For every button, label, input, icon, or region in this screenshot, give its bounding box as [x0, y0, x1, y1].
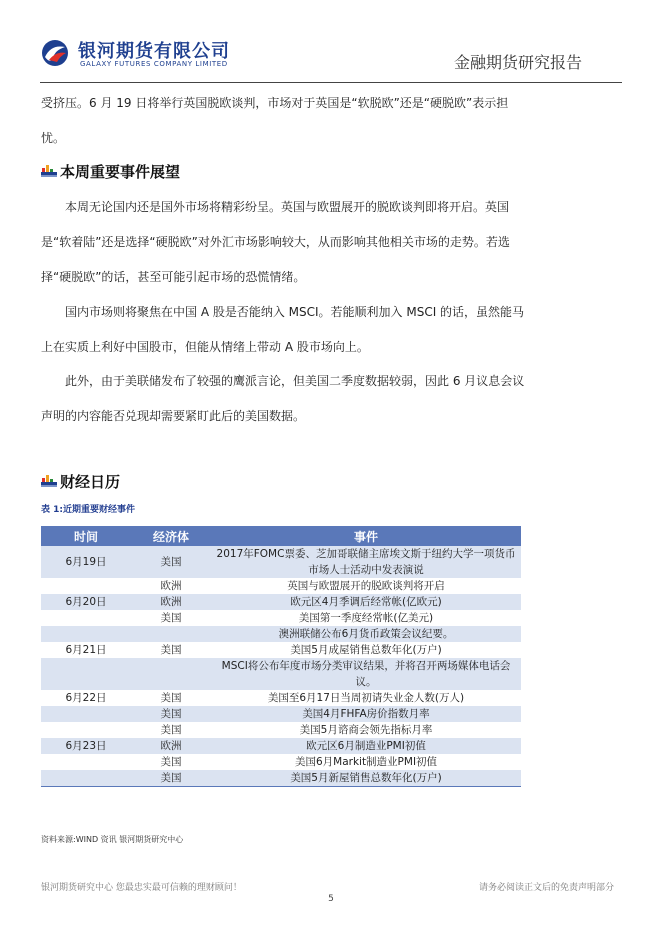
footer-slogan: 银河期货研究中心 您最忠实最可信赖的理财顾问！ — [41, 883, 242, 893]
cell-event: 澳洲联储公布6月货币政策会议纪要。 — [278, 628, 454, 640]
cell-event: 2017年FOMC票委、芝加哥联储主席埃文斯于纽约大学一项货币市场人士活动中发表演说 — [216, 548, 516, 576]
report-title: 金融期货研究报告 — [453, 53, 582, 72]
section-bullet-icon — [41, 473, 57, 489]
cell-economy — [131, 658, 211, 690]
cell-date: 6月19日 — [65, 556, 107, 568]
outlook-paragraph-2: 国内市场则将聚焦在中国 A 股是否能纳入 MSCI。若能顺利加入 MSCI 的话，虽然能马上在实质上利好中国股市，但能从情绪上带动 A 股市场向上。 — [41, 305, 525, 354]
table-row — [41, 578, 521, 594]
galaxy-logo-icon — [40, 38, 70, 68]
cell-economy — [131, 626, 211, 642]
cell-event: 欧元区6月制造业PMI初值 — [306, 740, 426, 752]
cell-economy: 美国 — [160, 692, 182, 704]
section-title-outlook: 本周重要事件展望 — [60, 162, 181, 181]
table-header-row — [41, 526, 521, 546]
table-row — [41, 658, 521, 690]
cell-date — [41, 754, 131, 770]
cell-event: 美国第一季度经常帐(亿美元) — [298, 612, 434, 624]
cell-event: 美国至6月17日当周初请失业金人数(万人) — [267, 692, 465, 704]
cell-date — [41, 658, 131, 690]
cell-date: 6月23日 — [65, 740, 107, 752]
table-row — [41, 610, 521, 626]
footer-disclaimer-note: 请务必阅读正文后的免责声明部分 — [478, 883, 614, 893]
header-divider — [40, 82, 622, 83]
outlook-paragraph-1: 本周无论国内还是国外市场将精彩纷呈。英国与欧盟展开的脱欧谈判即将开启。英国是“软着陆”还是选择“硬脱欧”对外汇市场影响较大，从而影响其他相关市场的走势。若选择“硬脱欧”的话，甚至可能引起市场的恐慌情绪。 — [41, 200, 510, 284]
cell-date — [41, 770, 131, 787]
cell-date: 6月20日 — [65, 596, 107, 608]
table-row — [41, 546, 521, 578]
section-heading-calendar — [41, 470, 120, 492]
cell-event: MSCI将公布年度市场分类审议结果，并将召开两场媒体电话会议。 — [221, 660, 511, 688]
cell-date — [41, 706, 131, 722]
cell-economy: 美国 — [160, 644, 182, 656]
cell-economy: 美国 — [131, 770, 211, 787]
page-number: 5 — [328, 894, 334, 904]
cell-event: 美国5月新屋销售总数年化(万户) — [211, 770, 521, 787]
cell-economy: 欧洲 — [160, 740, 182, 752]
cell-economy: 欧洲 — [160, 580, 182, 592]
cell-date: 6月22日 — [65, 692, 107, 704]
table-row — [41, 642, 521, 658]
events-table — [41, 526, 521, 787]
table-row — [41, 594, 521, 610]
table-row — [41, 770, 521, 787]
table-row — [41, 626, 521, 642]
cell-date — [41, 722, 131, 738]
company-name-cn: 银河期货有限公司 — [78, 41, 230, 62]
table-row — [41, 754, 521, 770]
cell-event: 美国4月FHFA房价指数月率 — [302, 708, 430, 720]
cell-event: 欧元区4月季调后经常帐(亿欧元) — [290, 596, 442, 608]
intro-paragraph: 受挤压。6 月 19 日将举行英国脱欧谈判，市场对于英国是“软脱欧”还是“硬脱欧”表示担忧。 — [41, 96, 509, 145]
cell-event: 美国6月Markit制造业PMI初值 — [294, 756, 438, 768]
cell-economy: 美国 — [160, 708, 182, 720]
cell-economy: 美国 — [160, 724, 182, 736]
section-bullet-icon — [41, 163, 57, 179]
table-row — [41, 690, 521, 706]
page-header — [0, 0, 662, 88]
column-header-date: 时间 — [41, 526, 131, 546]
cell-date — [41, 610, 131, 626]
section-heading-outlook — [41, 160, 180, 182]
cell-event: 美国5月谘商会领先指标月率 — [299, 724, 433, 736]
cell-date — [41, 578, 131, 594]
section-title-calendar: 财经日历 — [60, 472, 121, 491]
column-header-economy: 经济体 — [131, 526, 211, 546]
cell-economy: 美国 — [160, 756, 182, 768]
cell-event: 美国5月成屋销售总数年化(万户) — [290, 644, 442, 656]
cell-date: 6月21日 — [65, 644, 107, 656]
table-row — [41, 738, 521, 754]
cell-economy: 美国 — [160, 556, 182, 568]
cell-economy: 欧洲 — [160, 596, 182, 608]
company-name-en: GALAXY FUTURES COMPANY LIMITED — [80, 60, 228, 68]
cell-event: 英国与欧盟展开的脱欧谈判将开启 — [287, 580, 445, 592]
table-row — [41, 722, 521, 738]
outlook-paragraph-3: 此外，由于美联储发布了较强的鹰派言论，但美国二季度数据较弱，因此 6 月议息会议声明的内容能否兑现却需要紧盯此后的美国数据。 — [41, 374, 525, 423]
column-header-event: 事件 — [211, 526, 521, 546]
data-source-note: 资料来源:WIND 资讯 银河期货研究中心 — [41, 835, 184, 844]
table-caption: 表 1:近期重要财经事件 — [41, 505, 135, 515]
cell-date — [41, 626, 131, 642]
table-row — [41, 706, 521, 722]
cell-economy: 美国 — [160, 612, 182, 624]
